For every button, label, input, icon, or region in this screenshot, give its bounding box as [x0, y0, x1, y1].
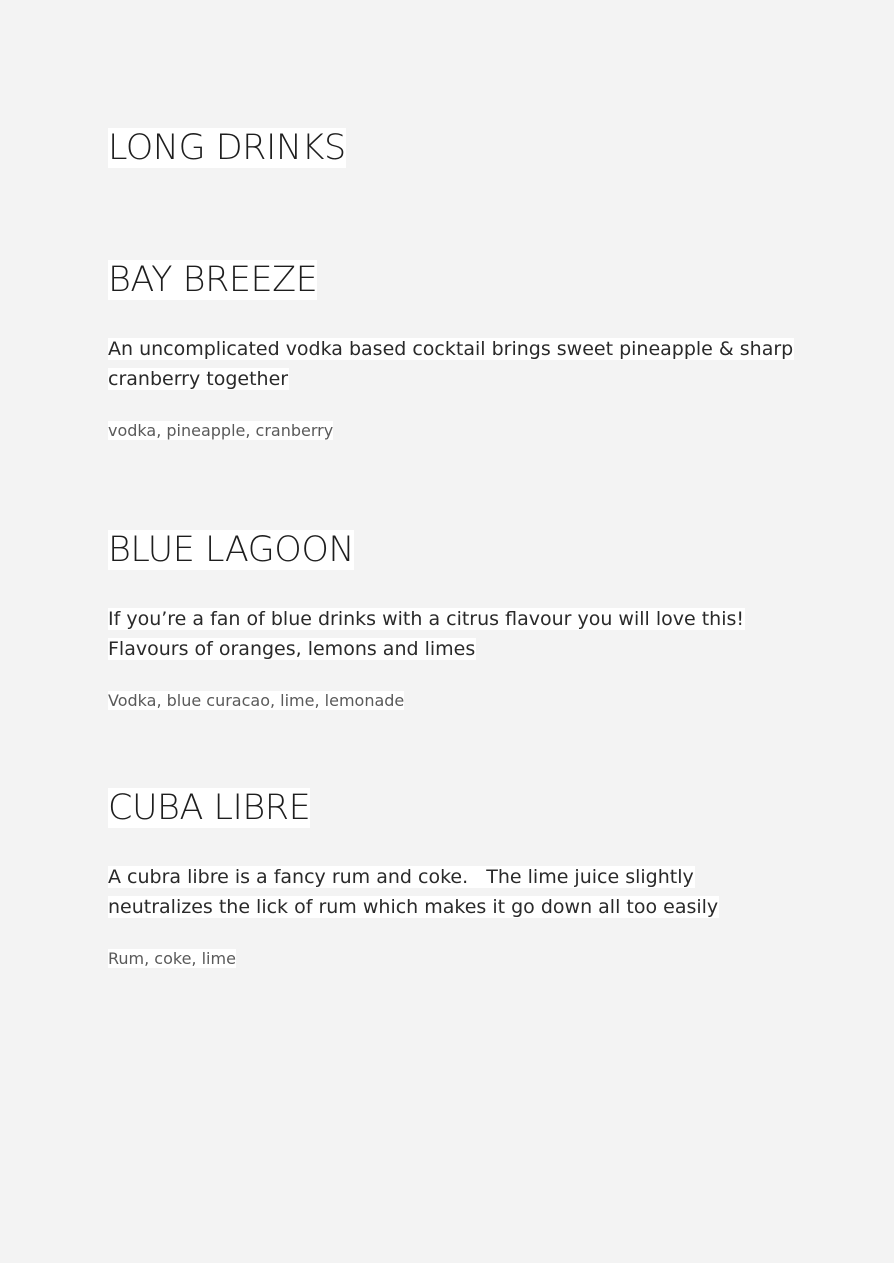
drink-name	[108, 258, 798, 302]
drink-name	[108, 528, 798, 572]
drink-item-blue-lagoon	[108, 528, 798, 710]
page-title	[108, 126, 346, 170]
drink-item-bay-breeze	[108, 258, 798, 440]
drink-name-text: BLUE LAGOON	[108, 530, 355, 570]
drink-name-text: CUBA LIBRE	[108, 788, 311, 828]
drink-ingredients	[108, 420, 333, 442]
drink-name-text: BAY BREEZE	[108, 260, 318, 300]
drink-name	[108, 786, 798, 830]
drink-description-line: A cubra libre is a fancy rum and coke. The lime juice slightly	[108, 866, 694, 888]
page-title-text: LONG DRINKS	[108, 128, 346, 168]
drink-ingredients	[108, 690, 404, 712]
drink-description	[108, 604, 798, 664]
drink-description	[108, 862, 798, 922]
drink-ingredients-text: Vodka, blue curacao, lime, lemonade	[108, 691, 405, 710]
drink-description-line: If you’re a fan of blue drinks with a citrus flavour you will love this!	[108, 608, 744, 630]
drink-ingredients-text: Rum, coke, lime	[108, 949, 236, 968]
drink-description-line: cranberry together	[108, 368, 289, 390]
drink-description-line: An uncomplicated vodka based cocktail brings sweet pineapple & sharp	[108, 338, 794, 360]
drink-ingredients-text: vodka, pineapple, cranberry	[108, 421, 334, 440]
drink-description	[108, 334, 798, 394]
drink-item-cuba-libre	[108, 786, 798, 968]
drink-description-line: neutralizes the lick of rum which makes it go down all too easily	[108, 896, 719, 918]
drink-ingredients	[108, 948, 236, 970]
drink-description-line: Flavours of oranges, lemons and limes	[108, 638, 476, 660]
